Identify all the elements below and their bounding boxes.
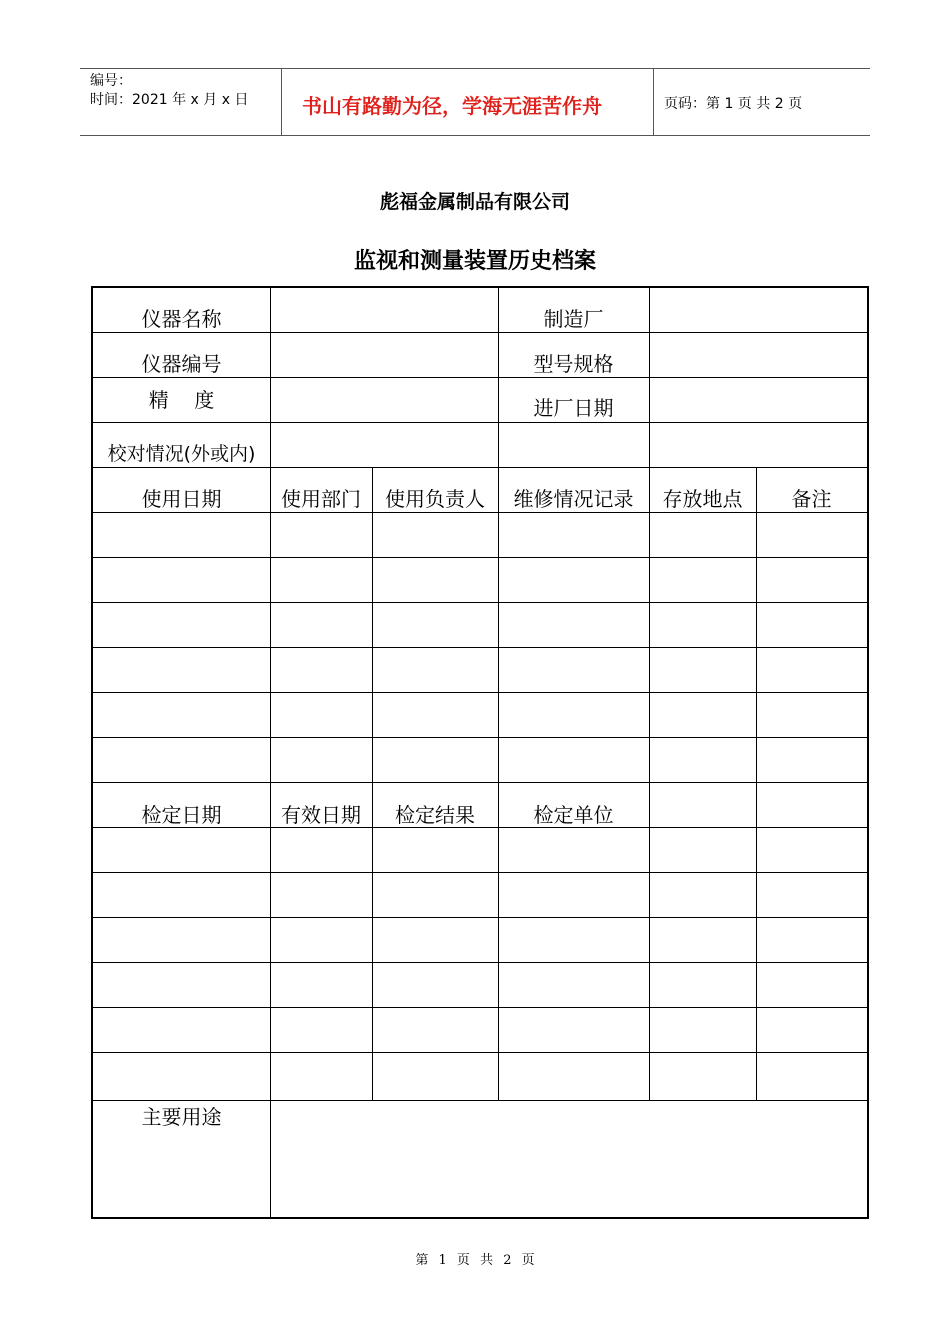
row-divider bbox=[93, 377, 867, 378]
instrument-name-label: 仪器名称 bbox=[141, 307, 222, 331]
history-record-form bbox=[91, 286, 869, 1219]
maintenance-record-header: 维修情况记录 bbox=[513, 487, 634, 511]
row-divider bbox=[93, 1052, 867, 1053]
manufacturer-label: 制造厂 bbox=[543, 307, 604, 331]
header-page-cell bbox=[654, 69, 870, 135]
header-motto: 书山有路勤为径，学海无涯苦作舟 bbox=[302, 94, 602, 118]
calibration-label: 校对情况(外或内) bbox=[107, 443, 256, 465]
usage-department-header: 使用部门 bbox=[281, 487, 361, 511]
header-meta-cell bbox=[80, 69, 282, 135]
row-divider bbox=[93, 557, 867, 558]
column-divider bbox=[649, 288, 650, 1100]
document-title: 监视和测量装置历史档案 bbox=[353, 249, 596, 274]
usage-owner-header: 使用负责人 bbox=[385, 487, 485, 511]
verification-unit-header: 检定单位 bbox=[533, 803, 614, 827]
column-divider bbox=[372, 467, 373, 1100]
row-divider bbox=[93, 647, 867, 648]
verification-result-header: 检定结果 bbox=[395, 803, 475, 827]
row-divider bbox=[93, 467, 867, 468]
row-divider bbox=[93, 512, 867, 513]
document-code-label: 编号： bbox=[90, 73, 132, 89]
column-divider bbox=[270, 288, 271, 1217]
header-motto-cell bbox=[282, 69, 654, 135]
header-page-label: 页码：第 1 页 共 2 页 bbox=[664, 96, 803, 112]
row-divider bbox=[93, 962, 867, 963]
usage-date-header: 使用日期 bbox=[141, 487, 222, 511]
row-divider bbox=[93, 872, 867, 873]
company-name: 彪福金属制品有限公司 bbox=[379, 191, 570, 213]
model-spec-label: 型号规格 bbox=[533, 352, 614, 376]
row-divider bbox=[93, 827, 867, 828]
row-divider bbox=[93, 422, 867, 423]
row-divider bbox=[93, 1007, 867, 1008]
main-purpose-label: 主要用途 bbox=[141, 1105, 222, 1129]
row-divider bbox=[93, 692, 867, 693]
entry-date-label: 进厂日期 bbox=[533, 396, 614, 420]
remarks-header: 备注 bbox=[791, 487, 832, 511]
row-divider bbox=[93, 782, 867, 783]
page-footer: 第 1 页 共 2 页 bbox=[415, 1253, 535, 1268]
column-divider bbox=[756, 467, 757, 1100]
row-divider bbox=[93, 602, 867, 603]
row-divider bbox=[93, 332, 867, 333]
row-divider bbox=[93, 917, 867, 918]
verification-date-header: 检定日期 bbox=[141, 803, 222, 827]
storage-location-header: 存放地点 bbox=[662, 487, 743, 511]
precision-label: 精 度 bbox=[148, 388, 215, 412]
instrument-number-label: 仪器编号 bbox=[141, 352, 222, 376]
page-header bbox=[80, 68, 870, 136]
row-divider bbox=[93, 737, 867, 738]
document-time-label: 时间：2021 年 x 月 x 日 bbox=[90, 92, 249, 108]
valid-until-header: 有效日期 bbox=[281, 803, 361, 827]
row-divider bbox=[93, 1100, 867, 1101]
